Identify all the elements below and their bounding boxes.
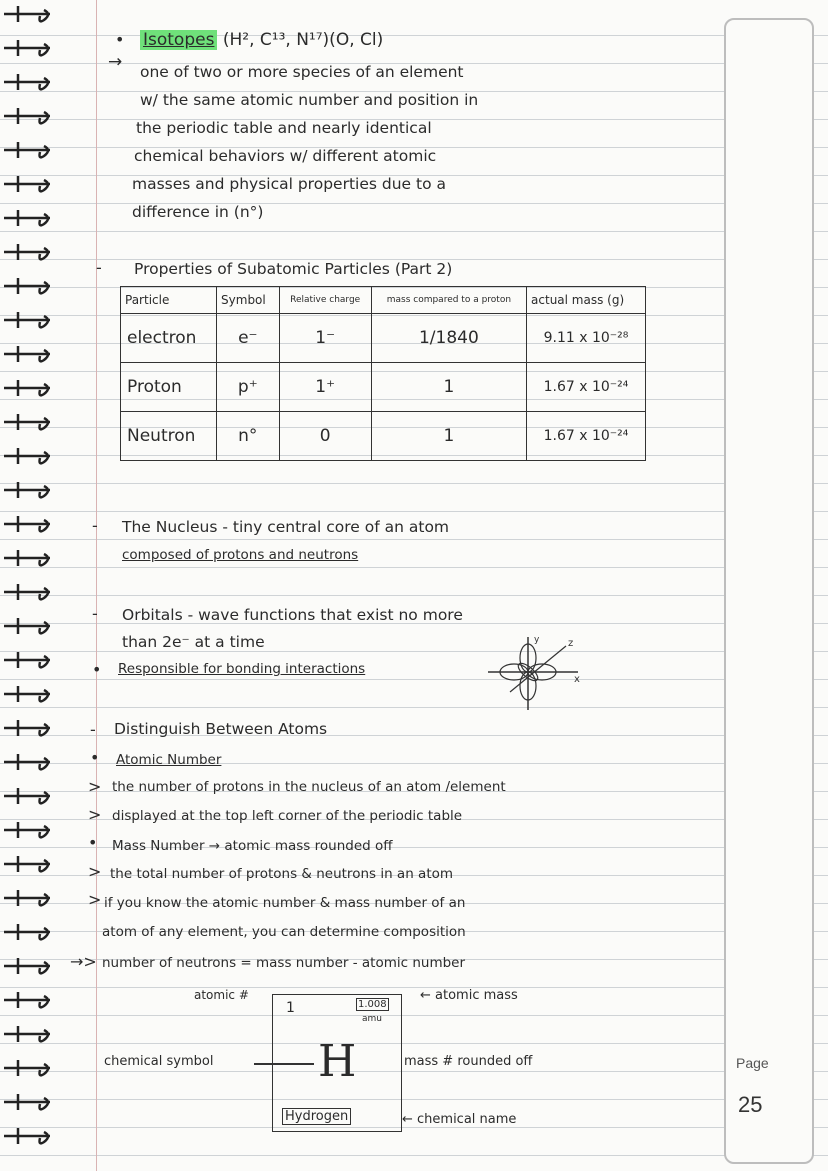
spiral-coil: [4, 112, 50, 123]
chevron-right-icon: >: [88, 805, 102, 824]
table-cell: Neutron: [121, 412, 217, 461]
spiral-coil: [4, 1064, 50, 1075]
spiral-coil: [4, 214, 50, 225]
spiral-coil: [4, 588, 50, 599]
table-cell: 0: [279, 412, 371, 461]
table-header: mass compared to a proton: [371, 287, 526, 314]
table-cell: p⁺: [217, 363, 280, 412]
bullet-dot: •: [115, 30, 125, 49]
element-mass: 1.008: [358, 999, 387, 1010]
table-cell: Proton: [121, 363, 217, 412]
arrow-icon: →>: [70, 952, 97, 971]
spiral-coil: [4, 248, 50, 259]
atomic-number-label: Atomic Number: [116, 752, 222, 768]
distinguish-title: Distinguish Between Atoms: [114, 720, 328, 738]
spiral-coil: [4, 724, 50, 735]
table-header: Particle: [121, 287, 217, 314]
nucleus-line: composed of protons and neutrons: [122, 547, 359, 563]
arrow-line: [254, 1063, 314, 1065]
atomic-number-annotation: atomic #: [194, 988, 249, 1002]
table-cell: 1: [371, 363, 526, 412]
spiral-coil: [4, 282, 50, 293]
atomic-number-desc: the number of protons in the nucleus of an atom /element: [112, 779, 506, 795]
neutron-formula: number of neutrons = mass number - atomic number: [102, 955, 466, 971]
spiral-coil: [4, 1132, 50, 1143]
isotopes-def-line: w/ the same atomic number and position in: [140, 91, 479, 109]
table-header: Relative charge: [279, 287, 371, 314]
isotopes-term: Isotopes: [140, 30, 217, 50]
table-cell: 9.11 x 10⁻²⁸: [527, 314, 646, 363]
table-row: [121, 314, 646, 363]
spiral-coil: [4, 826, 50, 837]
spiral-coil: [4, 520, 50, 531]
spiral-coil: [4, 962, 50, 973]
bullet-dot: •: [90, 748, 100, 767]
spiral-coil: [4, 928, 50, 939]
table-cell: e⁻: [217, 314, 280, 363]
table-row: [121, 363, 646, 412]
table-header: Symbol: [217, 287, 280, 314]
table-cell: 1⁻: [279, 314, 371, 363]
dash-bullet: -: [92, 604, 98, 623]
spiral-coil: [4, 452, 50, 463]
spiral-coil: [4, 486, 50, 497]
spiral-coil: [4, 690, 50, 701]
dash-bullet: -: [96, 258, 102, 277]
spiral-coil: [4, 758, 50, 769]
isotopes-def-line: chemical behaviors w/ different atomic: [134, 147, 437, 165]
element-mass-unit: amu: [362, 1014, 382, 1024]
isotopes-def-line: one of two or more species of an element: [140, 63, 464, 81]
spiral-coil: [4, 996, 50, 1007]
spiral-coil: [4, 10, 50, 21]
spiral-coil: [4, 418, 50, 429]
table-title: Properties of Subatomic Particles (Part 2): [134, 260, 453, 278]
orbitals-line: Responsible for bonding interactions: [118, 661, 366, 677]
table-cell: 1⁺: [279, 363, 371, 412]
dash-bullet: -: [90, 720, 96, 739]
mass-rounded-annotation: mass # rounded off: [404, 1054, 533, 1069]
table-cell: n°: [217, 412, 280, 461]
table-row: [121, 412, 646, 461]
spiral-binding: [0, 0, 60, 1171]
spiral-coil: [4, 792, 50, 803]
table-cell: 1.67 x 10⁻²⁴: [527, 412, 646, 461]
element-atomic-number: 1: [286, 1000, 295, 1016]
nucleus-line: The Nucleus - tiny central core of an atom: [122, 518, 450, 536]
table-header-row: [121, 287, 646, 314]
mass-number-desc: if you know the atomic number & mass number of an: [104, 895, 466, 911]
spiral-coil: [4, 656, 50, 667]
spiral-coil: [4, 622, 50, 633]
spiral-coil: [4, 1030, 50, 1041]
table-header: actual mass (g): [527, 287, 646, 314]
bullet-dot: •: [88, 833, 98, 852]
spiral-coil: [4, 316, 50, 327]
axis-label-y: y: [534, 635, 540, 645]
axis-label-x: x: [574, 674, 580, 685]
arrow-icon: →: [108, 52, 123, 72]
orbitals-line: Orbitals - wave functions that exist no more: [122, 606, 463, 624]
chevron-right-icon: >: [88, 862, 102, 881]
isotopes-def-line: difference in (n°): [132, 203, 264, 221]
mass-number-label: Mass Number → atomic mass rounded off: [112, 838, 393, 854]
particles-table: [120, 286, 646, 461]
spiral-coil: [4, 1098, 50, 1109]
bullet-dot: •: [92, 660, 102, 679]
spiral-coil: [4, 146, 50, 157]
axis-label-z: z: [568, 638, 574, 649]
orbital-diagram: [488, 632, 598, 712]
spiral-coil: [4, 44, 50, 55]
spiral-coil: [4, 860, 50, 871]
spiral-coil: [4, 180, 50, 191]
orbitals-line: than 2e⁻ at a time: [122, 633, 265, 651]
page-label: Page: [736, 1055, 769, 1071]
dash-bullet: -: [92, 516, 98, 535]
table-cell: 1/1840: [371, 314, 526, 363]
isotopes-def-line: the periodic table and nearly identical: [136, 119, 432, 137]
atomic-mass-annotation: ← atomic mass: [420, 988, 518, 1003]
atomic-number-desc: displayed at the top left corner of the periodic table: [112, 808, 463, 824]
margin-line: [96, 0, 97, 1171]
spiral-coil: [4, 554, 50, 565]
spiral-coil: [4, 384, 50, 395]
chemical-name-annotation: ← chemical name: [402, 1112, 517, 1127]
spiral-coil: [4, 78, 50, 89]
mass-number-desc: the total number of protons & neutrons in an atom: [110, 866, 454, 882]
element-name: Hydrogen: [282, 1108, 351, 1125]
element-symbol: H: [318, 1036, 357, 1087]
spiral-coil: [4, 350, 50, 361]
z-axis: [510, 646, 566, 692]
table-cell: electron: [121, 314, 217, 363]
spiral-coil: [4, 894, 50, 905]
sidebar-panel: [724, 18, 814, 1164]
chemical-symbol-annotation: chemical symbol: [104, 1054, 214, 1069]
isotopes-formula: (H², C¹³, N¹⁷)(O, Cl): [222, 30, 384, 50]
mass-number-desc: atom of any element, you can determine composition: [102, 924, 466, 940]
page-number: 25: [738, 1092, 763, 1117]
isotopes-heading: [140, 30, 383, 50]
table-cell: 1: [371, 412, 526, 461]
table-cell: 1.67 x 10⁻²⁴: [527, 363, 646, 412]
chevron-right-icon: >: [88, 777, 102, 796]
chevron-right-icon: >: [88, 890, 102, 909]
isotopes-def-line: masses and physical properties due to a: [132, 175, 446, 193]
